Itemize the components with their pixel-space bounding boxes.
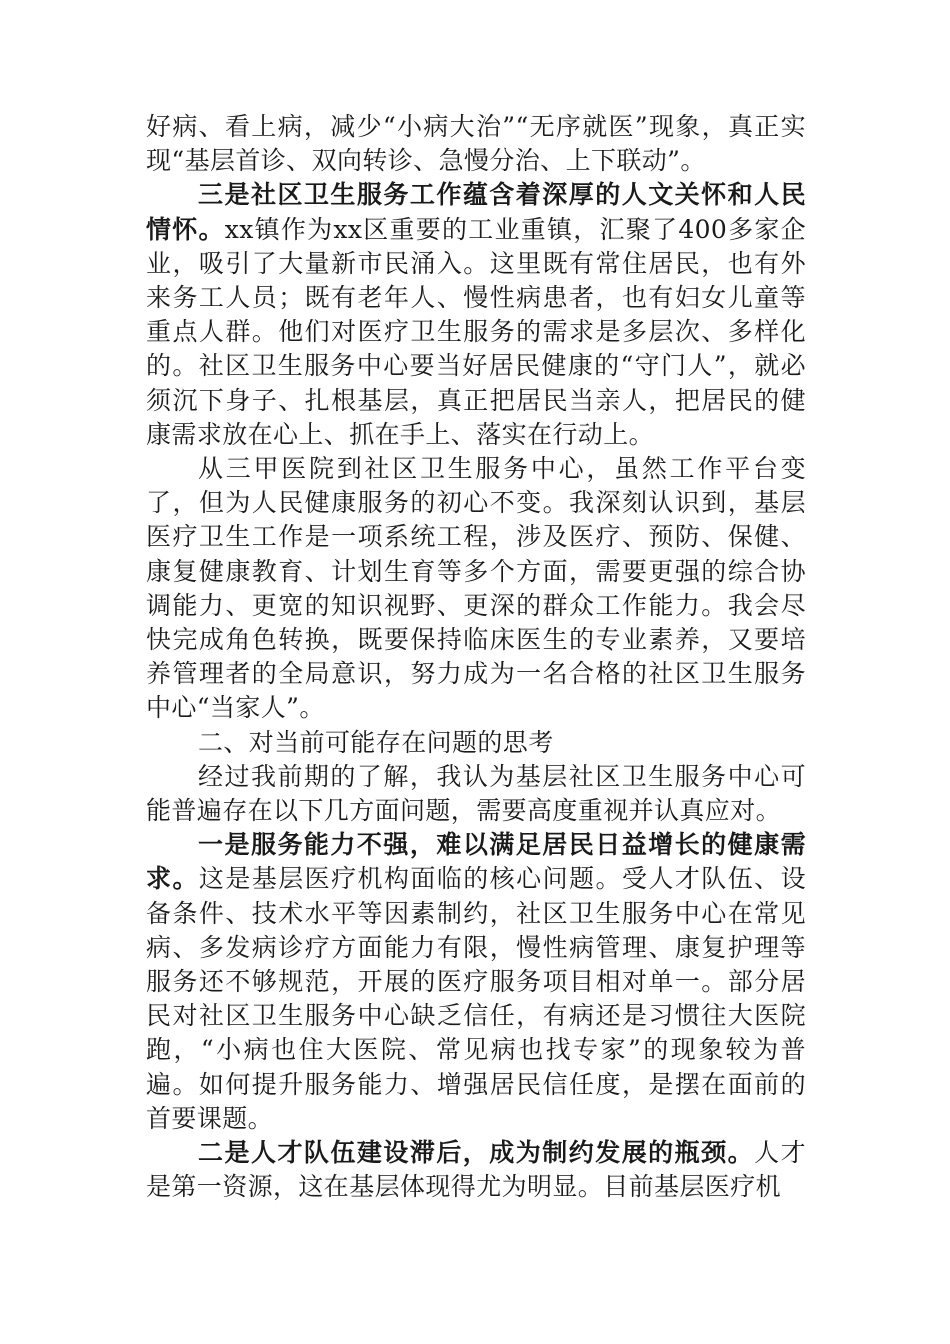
paragraph-text: 好病、看上病，减少“小病大治”“无序就医”现象，真正实现“基层首诊、双向转诊、急慢分治、上下联动”。 [146,112,806,176]
paragraph-text: 从三甲医院到社区卫生服务中心，虽然工作平台变了，但为人民健康服务的初心不变。我深刻认识到，基层医疗卫生工作是一项系统工程，涉及医疗、预防、保健、康复健康教育、计划生育等多个方面，需要更强的综合协调能力、更宽的知识视野、更深的群众工作能力。我会尽快完成角色转换，既要保持临床医生的专业素养，又要培养管理者的全局意识，努力成为一名合格的社区卫生服务中心“当家人”。 [146,454,806,723]
paragraph-text: 这是基层医疗机构面临的核心问题。受人才队伍、设备条件、技术水平等因素制约，社区卫生服务中心在常见病、多发病诊疗方面能力有限，慢性病管理、康复护理等服务还不够规范，开展的医疗服务项目相对单一。部分居民对社区卫生服务中心缺乏信任，有病还是习惯往大医院跑，“小病也住大医院、常见病也找专家”的现象较为普遍。如何提升服务能力、增强居民信任度，是摆在面前的首要课题。 [146,864,806,1133]
paragraph-text: xx镇作为xx区重要的工业重镇，汇聚了400多家企业，吸引了大量新市民涌入。这里既有常住居民，也有外来务工人员；既有老年人、慢性病患者，也有妇女儿童等重点人群。他们对医疗卫生服务的需求是多层次、多样化的。社区卫生服务中心要当好居民健康的“守门人”，就必须沉下身子、扎根基层，真正把居民当亲人，把居民的健康需求放在心上、抓在手上、落实在行动上。 [146,214,807,449]
paragraph-7 [146,1136,806,1204]
paragraph-1 [146,110,806,178]
document-body [146,110,806,1205]
paragraph-lead-bold: 一是服务能力不强，难以满足居民日益增长的健康需求。 [146,830,806,894]
paragraph-text: 人才是第一资源，这在基层体现得尤为明显。目前基层医疗机 [146,1138,806,1202]
section-heading [146,726,806,760]
section-heading-text: 二、对当前可能存在问题的思考 [198,727,554,757]
paragraph-3 [146,452,806,726]
paragraph-6 [146,828,806,1136]
paragraph-lead-bold: 三是社区卫生服务工作蕴含着深厚的人文关怀和人民情怀。 [146,180,806,244]
paragraph-2 [146,178,806,452]
paragraph-text: 经过我前期的了解，我认为基层社区卫生服务中心可能普遍存在以下几方面问题，需要高度重视并认真应对。 [146,761,806,826]
paragraph-5 [146,760,806,828]
paragraph-lead-bold: 二是人才队伍建设滞后，成为制约发展的瓶颈。 [198,1138,755,1168]
